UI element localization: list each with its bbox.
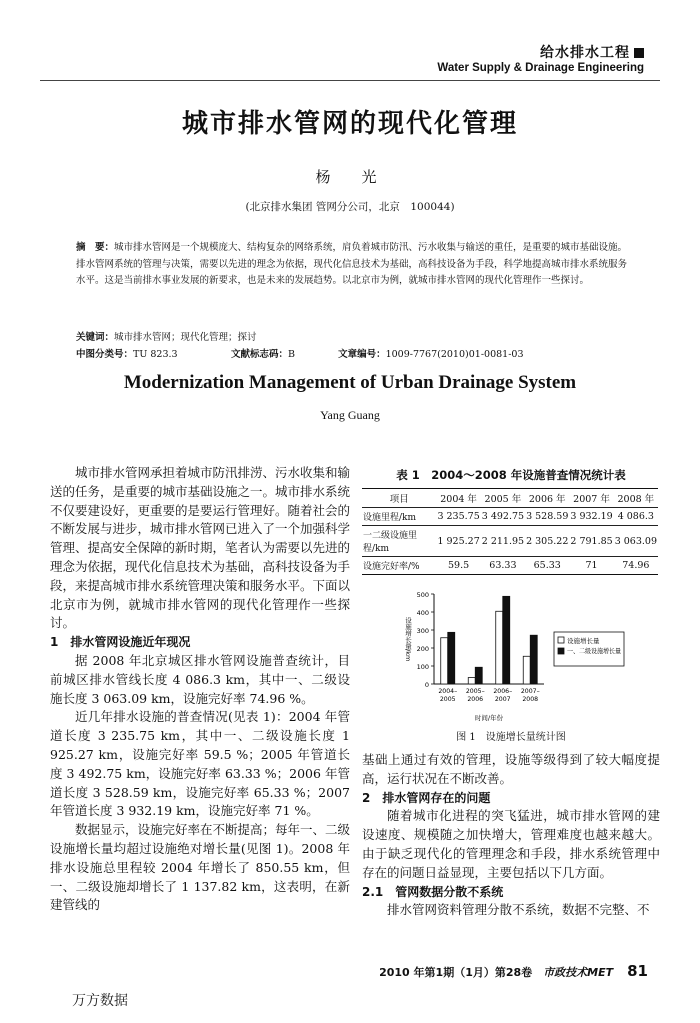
x-tick-label: 2008 [522,696,539,703]
table-cell: 4 086.3 [614,508,658,526]
table-cell: 3 235.75 [436,508,480,526]
table-cell: 65.33 [525,557,569,575]
x-tick-label: 2004– [438,688,458,695]
section-heading: 2.1 管网数据分散不系统 [362,884,504,899]
paper-meta [76,330,636,363]
table-header-cell: 2006 年 [525,489,569,508]
table-cell: 63.33 [481,557,525,575]
table-cell: 2 305.22 [525,526,569,557]
bar-total [441,638,448,684]
paper-author: 杨 光 [315,168,385,186]
table-cell: 71 [569,557,613,575]
table-row [362,557,658,575]
table-cell: 74.96 [614,557,658,575]
paper-title: 城市排水管网的现代化管理 [181,109,518,139]
doc-code: 文献标志码：B [231,348,296,360]
x-tick-label: 2005 [439,696,456,703]
watermark: 万方数据 [72,993,128,1009]
author-affiliation: (北京排水集团 管网分公司，北京 100044) [245,201,455,213]
bar-total [523,656,530,684]
classification: 中图分类号：TU 823.3 [76,348,178,360]
x-tick-label: 2007– [520,688,540,695]
growth-bar-chart [396,588,636,726]
figure-caption: 图 1 设施增长量统计图 [456,732,566,743]
x-axis-label: 时间/年份 [474,714,504,722]
legend-label: 一、二级设施增长量 [567,647,626,655]
bar-total [496,611,503,684]
page-footer [379,962,648,980]
paragraph: 据 2008 年北京城区排水管网设施普查统计，目前城区排水管线长度 4 086.3 km，其中一、二级设施长度 3 063.09 km，设施完好率 74.96 %。 [50,652,350,706]
table-header-cell: 项目 [362,489,436,508]
abstract-text: 城市排水管网是一个规模庞大、结构复杂的网络系统，肩负着城市防汛、污水收集与输送的重任，是重要的城市基础设施。排水管网系统的管理与决策，需要以先进的理念为依据，现代化信息技术为基础，高科技设备为手段，科学地提高城市排水系统服务水平。这是当前排水事业发展的新要求，也是未来的发展趋势。以北京市为例，就城市排水管网的现代化管理作一些探讨。 [76,242,628,286]
y-tick-label: 500 [416,591,429,599]
x-tick-label: 2005– [465,688,485,695]
table-cell: 3 932.19 [569,508,613,526]
table-header-cell: 2004 年 [436,489,480,508]
body-left-column [50,464,350,915]
abstract-label: 摘 要： [76,242,115,253]
y-tick-label: 0 [424,681,429,689]
paragraph: 数据显示，设施完好率在不断提高；每年一、二级设施增长量均超过设施绝对增长量(见图 1)。2008 年排水设施总里程较 2004 年增长了 850.55 km，但一、二级设施却增长了 1 137.82 km，这表明，在新建管线的 [50,822,351,913]
y-tick-label: 200 [416,645,429,653]
body-right-column [362,751,660,920]
y-tick-label: 300 [416,627,429,635]
table-row [362,526,658,557]
table-header-cell: 2007 年 [569,489,613,508]
section-heading: 2 排水管网存在的问题 [362,790,491,805]
paragraph: 城市排水管网承担着城市防汛排涝、污水收集和输送的任务，是重要的城市基础设施之一。城市排水系统不仅要建设好，更重要的是要运行管理好。随着社会的不断发展与进步，城市排水管网已进入了一个加强科学管理、提高安全保障的新时期，笔者认为需要以先进的理念为依据，现代化信息技术为基础，高科技设备为手段，来提高城市排水系统管理决策和服务水平。下面以北京市为例，就城市排水管网的现代化管理作一些探讨。 [50,465,351,631]
paragraph: 排水管网资料管理分散不系统，数据不完整、不 [387,902,650,918]
footer-journal: 市政技术MET [543,966,614,979]
x-tick-label: 2007 [494,696,511,703]
table-cell: 3 492.75 [481,508,525,526]
section-heading: 1 排水管网设施近年现况 [50,635,191,650]
x-tick-label: 2006– [493,688,513,695]
table-cell: 3 063.09 [614,526,658,557]
legend-swatch-total [558,637,564,643]
footer-issue: 2010 年第1期（1月）第28卷 [379,966,533,979]
survey-table [362,488,658,575]
paragraph: 随着城市化进程的突飞猛进，城市排水管网的建设速度、规模随之加快增大，管理难度也越来越大。由于缺乏现代化的管理理念和手段，排水系统管理中存在的问题日益显现，主要包括以下几方面。 [362,808,660,880]
y-tick-label: 100 [416,663,429,671]
bar-total [468,678,475,684]
y-axis-label: 设施增长量/km [404,616,412,662]
table-cell: 2 791.85 [569,526,613,557]
paragraph: 基础上通过有效的管理，设施等级得到了较大幅度提高，运行状况在不断改善。 [362,752,660,786]
table-row [362,508,658,526]
table-cell: 59.5 [436,557,480,575]
table-title: 表 1 2004～2008 年设施普查情况统计表 [396,468,626,482]
table-cell: 1 925.27 [436,526,480,557]
legend-swatch-grade12 [558,648,564,654]
bar-grade12 [475,667,482,684]
paragraph: 近几年排水设施的普查情况(见表 1)：2004 年管道长度 3 235.75 km，其中一、二级设施长度 1 925.27 km，设施完好率 59.5 %；2005 年管道长度 3 492.75 km，设施完好率 63.33 %；2006 年管道长度 3 528.59 km，设施完好率 65.33 %；2007 年管道长度 3 932.19 km，设施完好率 71 %。 [50,709,350,819]
classification-row [76,347,636,364]
keywords: 关键词：城市排水管网；现代化管理；探讨 [76,332,257,343]
legend-label: 设施增长量 [567,637,600,645]
table-row-header: 设施完好率/% [362,557,436,575]
table-row-header: 设施里程/km [362,508,436,526]
table-cell: 2 211.95 [481,526,525,557]
page-number: 81 [627,962,648,980]
english-title: Modernization Management of Urban Drainage System [123,372,577,393]
table-row-header: 一二级设施里程/km [362,526,436,557]
table-header-cell: 2008 年 [614,489,658,508]
x-tick-label: 2006 [467,696,484,703]
english-author: Yang Guang [320,408,380,422]
header-divider [40,80,660,81]
header-square-icon [634,48,644,58]
journal-header-en: Water Supply & Drainage Engineering [437,62,644,74]
bar-grade12 [503,596,510,684]
table-header-cell: 2005 年 [481,489,525,508]
table-cell: 3 528.59 [525,508,569,526]
table-header-row [362,489,658,508]
y-tick-label: 400 [416,609,429,617]
bar-grade12 [530,635,537,684]
bar-grade12 [448,632,455,684]
abstract [76,240,636,290]
journal-header-cn: 给水排水工程 [540,42,644,62]
article-number: 文章编号：1009-7767(2010)01-0081-03 [338,348,524,360]
